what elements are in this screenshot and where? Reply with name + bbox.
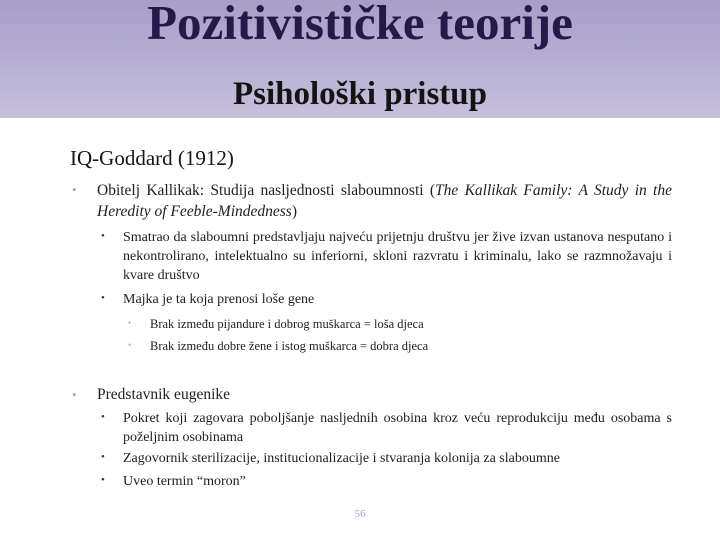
bullet-dot-icon: • <box>72 387 77 402</box>
bullet-dot-icon: • <box>101 230 105 242</box>
list-item-eugenics: Predstavnik eugenike <box>97 386 231 403</box>
list-item-kallikak <box>97 180 672 222</box>
list-item-sterilization: Zagovornik sterilizacije, institucionalizacije i stvaranja kolonija za slaboumne <box>123 451 560 466</box>
list-item-movement: Pokret koji zagovara poboljšanje nasljednih osobina kroz veću reprodukciju među osobama s poželjnim osobinama <box>123 411 672 445</box>
bullet-dot-icon: • <box>128 318 132 328</box>
bullet-dot-icon: • <box>128 340 132 350</box>
section-heading: IQ-Goddard (1912) <box>70 146 234 170</box>
list-item-marriage-good: Brak između dobre žene i istog muškarca = dobra djeca <box>150 339 429 353</box>
bullet-dot-icon: • <box>101 292 105 304</box>
page-number: 56 <box>354 508 366 520</box>
kallikak-book-title: The Kallikak Family: A Study in the Heredity of Feeble-Mindedness <box>97 182 672 220</box>
bullet-dot-icon: • <box>101 474 105 486</box>
list-item-moron-term: Uveo termin “moron” <box>123 474 246 489</box>
bullet-dot-icon: • <box>101 411 105 423</box>
bullet-dot-icon: • <box>101 451 105 463</box>
kallikak-text-end: ) <box>291 203 297 220</box>
slide-title: Pozitivističke teorije <box>147 0 573 50</box>
kallikak-text: Obitelj Kallikak: Studija nasljednosti slaboumnosti ( <box>97 182 436 199</box>
bullet-dot-icon: • <box>72 182 77 197</box>
slide-subtitle: Psihološki pristup <box>232 76 487 112</box>
list-item-marriage-bad: Brak između pijandure i dobrog muškarca = loša djeca <box>150 317 424 331</box>
list-item-threat: Smatrao da slaboumni predstavljaju najveću prijetnju društvu jer žive izvan ustanova nesputano i nekontrolirano, intelektualno su inferiorni, skloni razvratu i kriminalu, lako se razmnožavaju i kvare društvo <box>123 230 672 283</box>
list-item-mother-genes: Majka je ta koja prenosi loše gene <box>123 292 315 307</box>
